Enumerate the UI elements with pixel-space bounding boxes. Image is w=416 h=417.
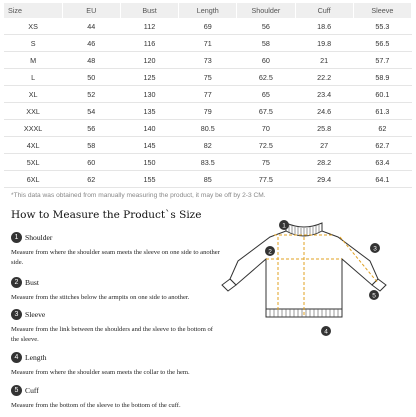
cell-length: 79 xyxy=(179,103,237,120)
measure-name: Cuff xyxy=(25,385,39,395)
cell-bust: 145 xyxy=(120,137,178,154)
measure-description: Measure from the link between the shoulders and the sleeve to the bottom of the sleeve. xyxy=(11,326,213,343)
cell-cuff: 21 xyxy=(295,52,353,69)
header-size: Size xyxy=(4,3,62,18)
cell-length: 73 xyxy=(179,52,237,69)
number-badge: 2 xyxy=(11,277,22,288)
cell-size: XXXL xyxy=(4,120,62,137)
cell-length: 82 xyxy=(179,137,237,154)
table-row xyxy=(4,35,412,52)
cell-eu: 54 xyxy=(62,103,120,120)
cell-size: XXL xyxy=(4,103,62,120)
marker-5 xyxy=(369,290,379,300)
cell-eu: 46 xyxy=(62,35,120,52)
cell-size: 5XL xyxy=(4,154,62,171)
cell-bust: 135 xyxy=(120,103,178,120)
measure-name: Shoulder xyxy=(25,232,53,242)
measure-item-length xyxy=(11,351,221,378)
cell-bust: 150 xyxy=(120,154,178,171)
table-row xyxy=(4,120,412,137)
cell-eu: 60 xyxy=(62,154,120,171)
cell-cuff: 23.4 xyxy=(295,86,353,103)
cell-length: 80.5 xyxy=(179,120,237,137)
marker-3 xyxy=(370,243,380,253)
cell-length: 77 xyxy=(179,86,237,103)
measure-guide-title: How to Measure the Product`s Size xyxy=(11,209,202,221)
measure-name: Bust xyxy=(25,277,39,287)
cell-eu: 52 xyxy=(62,86,120,103)
cell-cuff: 19.8 xyxy=(295,35,353,52)
measure-item-sleeve xyxy=(11,308,221,345)
table-row xyxy=(4,154,412,171)
cell-sleeve: 55.3 xyxy=(353,18,411,35)
cell-cuff: 28.2 xyxy=(295,154,353,171)
cell-length: 71 xyxy=(179,35,237,52)
cell-bust: 116 xyxy=(120,35,178,52)
svg-text:3: 3 xyxy=(373,245,377,253)
cell-bust: 140 xyxy=(120,120,178,137)
cell-size: 6XL xyxy=(4,171,62,188)
table-row xyxy=(4,18,412,35)
cell-shoulder: 70 xyxy=(237,120,295,137)
header-length: Length xyxy=(179,3,237,18)
cell-sleeve: 62.7 xyxy=(353,137,411,154)
table-row xyxy=(4,52,412,69)
cell-cuff: 25.8 xyxy=(295,120,353,137)
cell-shoulder: 67.5 xyxy=(237,103,295,120)
cell-eu: 50 xyxy=(62,69,120,86)
measure-name: Length xyxy=(25,352,47,362)
measure-name: Sleeve xyxy=(25,309,46,319)
cell-shoulder: 56 xyxy=(237,18,295,35)
cell-length: 85 xyxy=(179,171,237,188)
cell-shoulder: 60 xyxy=(237,52,295,69)
header-sleeve: Sleeve xyxy=(353,3,411,18)
cell-shoulder: 75 xyxy=(237,154,295,171)
header-shoulder: Shoulder xyxy=(237,3,295,18)
header-bust: Bust xyxy=(120,3,178,18)
cell-sleeve: 60.1 xyxy=(353,86,411,103)
cell-bust: 125 xyxy=(120,69,178,86)
cell-size: XS xyxy=(4,18,62,35)
cell-sleeve: 57.7 xyxy=(353,52,411,69)
cell-size: XL xyxy=(4,86,62,103)
cell-shoulder: 72.5 xyxy=(237,137,295,154)
cell-bust: 120 xyxy=(120,52,178,69)
measure-description: Measure from the bottom of the sleeve to the bottom of the cuff. xyxy=(11,402,181,409)
number-badge: 3 xyxy=(11,309,22,320)
table-row xyxy=(4,69,412,86)
table-row xyxy=(4,103,412,120)
cell-cuff: 29.4 xyxy=(295,171,353,188)
header-eu: EU xyxy=(62,3,120,18)
measure-description: Measure from where the shoulder seam meets the sleeve on one side to another side. xyxy=(11,249,220,266)
cell-shoulder: 58 xyxy=(237,35,295,52)
sweater-measurement-diagram xyxy=(218,219,390,341)
measure-description: Measure from the stitches below the armpits on one side to another. xyxy=(11,294,190,301)
marker-2 xyxy=(265,246,275,256)
cell-size: L xyxy=(4,69,62,86)
svg-text:5: 5 xyxy=(372,292,376,300)
cell-bust: 112 xyxy=(120,18,178,35)
cell-sleeve: 63.4 xyxy=(353,154,411,171)
size-chart-header-row xyxy=(4,3,412,18)
cell-shoulder: 77.5 xyxy=(237,171,295,188)
cell-bust: 130 xyxy=(120,86,178,103)
svg-text:4: 4 xyxy=(324,328,328,336)
cell-eu: 44 xyxy=(62,18,120,35)
cell-length: 83.5 xyxy=(179,154,237,171)
table-row xyxy=(4,171,412,188)
table-row xyxy=(4,86,412,103)
measure-item-bust xyxy=(11,276,221,303)
cell-sleeve: 64.1 xyxy=(353,171,411,188)
cell-sleeve: 61.3 xyxy=(353,103,411,120)
marker-1 xyxy=(279,220,289,230)
cell-sleeve: 56.5 xyxy=(353,35,411,52)
number-badge: 4 xyxy=(11,352,22,363)
cell-eu: 56 xyxy=(62,120,120,137)
cell-eu: 58 xyxy=(62,137,120,154)
cell-eu: 48 xyxy=(62,52,120,69)
measure-description: Measure from where the shoulder seam meets the collar to the hem. xyxy=(11,369,190,376)
number-badge: 1 xyxy=(11,232,22,243)
measure-item-shoulder xyxy=(11,231,221,268)
cell-size: S xyxy=(4,35,62,52)
cell-size: M xyxy=(4,52,62,69)
svg-text:1: 1 xyxy=(282,222,286,230)
measure-item-cuff xyxy=(11,384,221,411)
cell-sleeve: 58.9 xyxy=(353,69,411,86)
cell-cuff: 22.2 xyxy=(295,69,353,86)
svg-text:2: 2 xyxy=(268,248,272,256)
cell-shoulder: 62.5 xyxy=(237,69,295,86)
cell-sleeve: 62 xyxy=(353,120,411,137)
cell-cuff: 24.6 xyxy=(295,103,353,120)
cell-eu: 62 xyxy=(62,171,120,188)
cell-size: 4XL xyxy=(4,137,62,154)
number-badge: 5 xyxy=(11,385,22,396)
header-cuff: Cuff xyxy=(295,3,353,18)
cell-cuff: 18.6 xyxy=(295,18,353,35)
marker-4 xyxy=(321,326,331,336)
cell-cuff: 27 xyxy=(295,137,353,154)
cell-shoulder: 65 xyxy=(237,86,295,103)
measurement-note: *This data was obtained from manually measuring the product, it may be off by 2-3 CM. xyxy=(11,192,266,199)
cell-length: 69 xyxy=(179,18,237,35)
table-row xyxy=(4,137,412,154)
size-chart-table xyxy=(4,3,412,188)
cell-length: 75 xyxy=(179,69,237,86)
cell-bust: 155 xyxy=(120,171,178,188)
